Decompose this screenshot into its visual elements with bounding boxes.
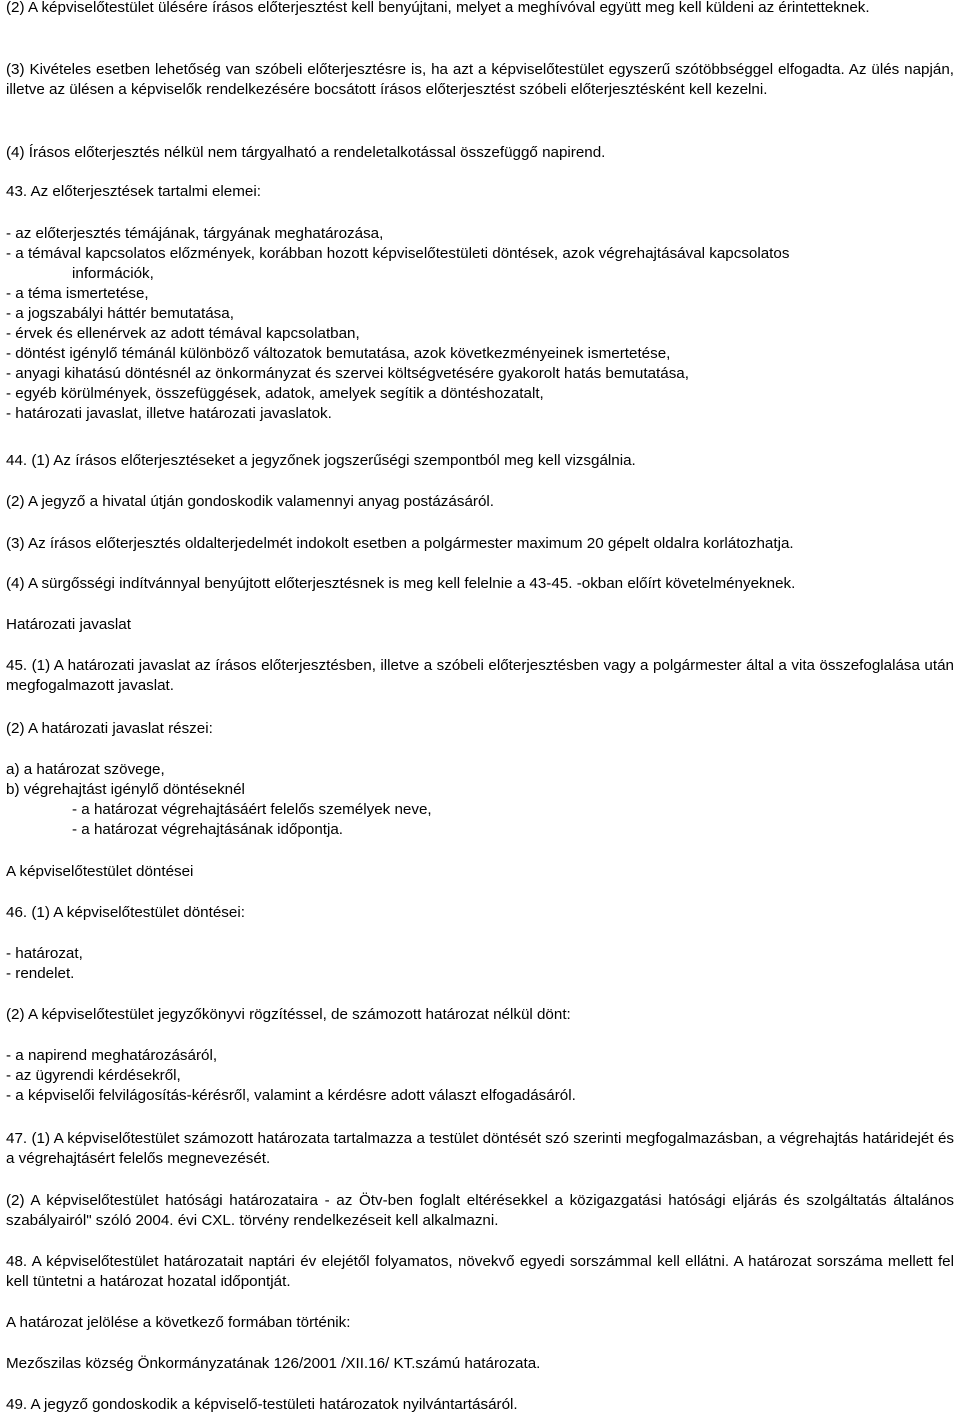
section-45-1: 45. (1) A határozati javaslat az írásos előterjesztésben, illetve a szóbeli előterjesztésben vagy a polgármester által a vita összefoglalása után megfogalmazott javaslat.: [6, 657, 954, 694]
section-49: 49. A jegyző gondoskodik a képviselő-testületi határozatok nyilvántartásáról.: [6, 1396, 518, 1413]
list-item: - az előterjesztés témájának, tárgyának meghatározása,: [6, 225, 384, 242]
jeloles-intro: A határozat jelölése a következő formában történik:: [6, 1314, 351, 1331]
list-item: - határozati javaslat, illetve határozati javaslatok.: [6, 405, 332, 422]
list-item: - a képviselői felvilágosítás-kérésről, valamint a kérdésre adott választ elfogadásáról.: [6, 1087, 576, 1104]
paragraph-42-3: (3) Kivételes esetben lehetőség van szóbeli előterjesztésre is, ha azt a képviselőtestület egyszerű szótöbbséggel elfogadta. Az ülés napján, illetve az ülésen a képviselők rendelkezésére bocsátott írásos előterjesztést szóbeli előterjesztésként kell kezelni.: [6, 61, 954, 98]
list-item: - a témával kapcsolatos előzmények, korábban hozott képviselőtestületi döntések, azok végrehajtásával kapcsolatos: [6, 245, 790, 262]
section-47-1: 47. (1) A képviselőtestület számozott határozata tartalmazza a testület döntését szó szerinti megfogalmazásban, a végrehajtás határidejét és a végrehajtásért felelős megnevezését.: [6, 1130, 954, 1167]
list-item: - döntést igénylő témánál különböző változatok bemutatása, azok következményeinek ismertetése,: [6, 345, 671, 362]
list-item: - az ügyrendi kérdésekről,: [6, 1067, 181, 1084]
list-item: - érvek és ellenérvek az adott témával kapcsolatban,: [6, 325, 360, 342]
sub-list-item: - a határozat végrehajtásának időpontja.: [72, 821, 344, 838]
section-44-2: (2) A jegyző a hivatal útján gondoskodik valamennyi anyag postázásáról.: [6, 493, 494, 510]
list-item: - a napirend meghatározásáról,: [6, 1047, 218, 1064]
section-46-2: (2) A képviselőtestület jegyzőkönyvi rögzítéssel, de számozott határozat nélkül dönt:: [6, 1006, 571, 1023]
paragraph-42-4: (4) Írásos előterjesztés nélkül nem tárgyalható a rendeletalkotással összefüggő napirend.: [6, 144, 606, 161]
paragraph-42-2: (2) A képviselőtestület ülésére írásos előterjesztést kell benyújtani, melyet a meghívóval együtt meg kell küldeni az érintetteknek.: [6, 0, 870, 16]
list-item: - a jogszabályi háttér bemutatása,: [6, 305, 234, 322]
list-item: - rendelet.: [6, 965, 75, 982]
section-43-title: 43. Az előterjesztések tartalmi elemei:: [6, 183, 261, 200]
section-44-4: (4) A sürgősségi indítvánnyal benyújtott előterjesztésnek is meg kell felelnie a 43-45. -okban előírt követelményeknek.: [6, 575, 796, 592]
section-45-list: [6, 760, 954, 840]
sub-list-item: - a határozat végrehajtásáért felelős személyek neve,: [72, 801, 432, 818]
list-item: a) a határozat szövege,: [6, 761, 165, 778]
heading-hatarozati-javaslat: Határozati javaslat: [6, 616, 131, 633]
section-43-list: [6, 224, 954, 424]
jeloles-example: Mezőszilas község Önkormányzatának 126/2001 /XII.16/ KT.számú határozata.: [6, 1355, 541, 1372]
section-47-2: (2) A képviselőtestület hatósági határozataira - az Ötv-ben foglalt eltérésekkel a közigazgatási hatósági eljárás és szolgáltatás általános szabályairól" szóló 2004. évi CXL. törvény rendelkezéseit kell alkalmazni.: [6, 1192, 954, 1229]
heading-kepviselotestulet-dontesei: A képviselőtestület döntései: [6, 863, 194, 880]
list-item-continuation: információk,: [72, 265, 154, 282]
section-48: 48. A képviselőtestület határozatait naptári év elejétől folyamatos, növekvő egyedi sorszámmal kell ellátni. A határozat sorszáma mellett fel kell tüntetni a határozat hozatal időpontját.: [6, 1253, 954, 1290]
list-item: - a téma ismertetése,: [6, 285, 149, 302]
section-45-2: (2) A határozati javaslat részei:: [6, 720, 213, 737]
section-44-3: (3) Az írásos előterjesztés oldalterjedelmét indokolt esetben a polgármester maximum 20 gépelt oldalra korlátozhatja.: [6, 535, 794, 552]
section-46-2-list: [6, 1046, 954, 1106]
section-46-1: 46. (1) A képviselőtestület döntései:: [6, 904, 245, 921]
list-item: - egyéb körülmények, összefüggések, adatok, amelyek segítik a döntéshozatalt,: [6, 385, 544, 402]
section-46-list: [6, 944, 954, 984]
list-item: b) végrehajtást igénylő döntéseknél: [6, 781, 245, 798]
list-item: - határozat,: [6, 945, 83, 962]
section-44-1: 44. (1) Az írásos előterjesztéseket a jegyzőnek jogszerűségi szempontból meg kell vizsgálnia.: [6, 452, 636, 469]
list-item: - anyagi kihatású döntésnél az önkormányzat és szervei költségvetésére gyakorolt hatás bemutatása,: [6, 365, 689, 382]
